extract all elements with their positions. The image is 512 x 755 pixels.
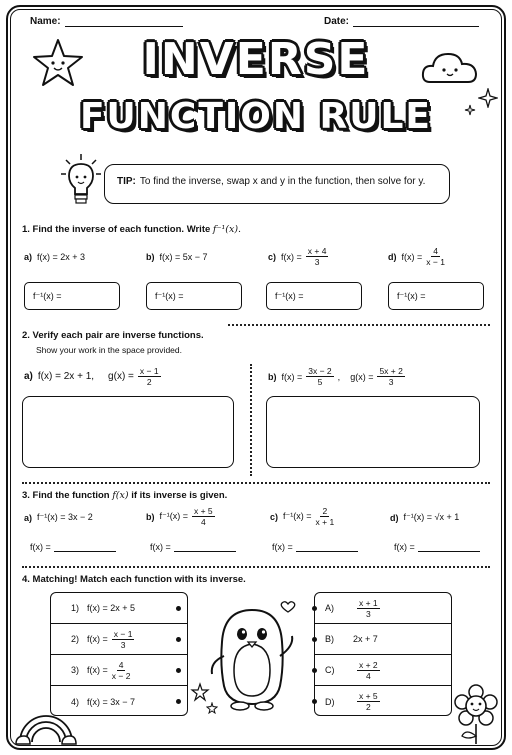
match-left-3-num: 3): [70, 665, 79, 675]
s2-work-area-b[interactable]: [266, 396, 480, 468]
s3-answer-line-d[interactable]: [418, 542, 480, 552]
tip-text: To find the inverse, swap x and y in the function, then solve for y.: [139, 176, 426, 187]
match-right-d[interactable]: [315, 686, 451, 717]
section2-subheading: Show your work in the space provided.: [36, 345, 182, 355]
match-left-3-fraction: [112, 660, 131, 681]
s2-item-b-fnum: 3x − 2: [308, 366, 332, 376]
match-left-2-fraction: [112, 629, 135, 650]
s1-item-b-expr: f(x) = 5x − 7: [159, 252, 208, 262]
s3-item-c-den: x + 1: [315, 517, 335, 527]
section1-heading-math: f⁻¹(x).: [212, 224, 242, 235]
name-field[interactable]: [30, 16, 183, 27]
match-left-2-num: 2): [70, 634, 79, 644]
match-right-c-den: 4: [365, 670, 371, 681]
match-right-b[interactable]: [315, 624, 451, 655]
section2-heading: 2. Verify each pair are inverse functions.: [22, 330, 204, 341]
s2-item-a-num: x − 1: [139, 366, 159, 376]
s1-answer-box-b[interactable]: [146, 282, 242, 310]
s1-item-d: [388, 246, 449, 267]
s3-item-b-num: x + 5: [194, 506, 213, 516]
s1-item-d-den: x − 1: [426, 257, 445, 267]
s3-item-a-label: a): [24, 512, 33, 523]
s1-item-a-expr: f(x) = 2x + 3: [37, 252, 86, 262]
s3-item-b-den: 4: [200, 517, 206, 527]
section3-heading-math: f(x): [112, 490, 129, 501]
s3-item-a: [24, 512, 93, 523]
s1-item-c-expr: f(x) =: [281, 251, 302, 262]
match-right-c-letter: C): [325, 665, 335, 675]
date-label: Date:: [324, 16, 350, 27]
match-right-d-letter: D): [325, 696, 335, 707]
s1-item-d-num: 4: [433, 246, 438, 256]
s2-item-a: [24, 366, 165, 387]
match-dot-a[interactable]: [312, 606, 317, 611]
s3-answer-line-a[interactable]: [54, 542, 116, 552]
section4-heading: 4. Matching! Match each function with its inverse.: [22, 574, 246, 585]
match-right-d-fraction: [357, 691, 380, 712]
matching-right-box: [314, 592, 452, 716]
section3-heading: [22, 490, 227, 501]
section1-heading: [22, 224, 241, 235]
s1-answer-label-b: f⁻¹(x) =: [155, 290, 184, 301]
rainbow-icon: [14, 704, 78, 746]
divider-3: [22, 566, 490, 568]
s3-answer-d[interactable]: [394, 542, 480, 552]
s1-item-c: [268, 246, 332, 267]
s2-item-b-g: g(x) =: [350, 371, 374, 382]
s2-item-b: [268, 366, 409, 387]
s3-item-d-label: d): [390, 512, 399, 523]
match-right-a-letter: A): [325, 603, 334, 613]
flower-icon: [452, 684, 500, 746]
s2-item-a-f: f(x) = 2x + 1,: [37, 371, 95, 382]
s3-answer-label-b: f(x) =: [150, 542, 171, 552]
match-right-d-den: 2: [365, 702, 371, 712]
s2-item-a-label: a): [24, 371, 33, 382]
penguin-icon: [202, 596, 302, 714]
match-right-a-fraction: [357, 598, 380, 619]
s1-answer-box-a[interactable]: [24, 282, 120, 310]
s2-work-area-a[interactable]: [22, 396, 234, 468]
match-right-c-fraction: [357, 660, 380, 681]
match-dot-c[interactable]: [312, 668, 317, 673]
name-line[interactable]: [65, 17, 183, 27]
s3-item-b-expr: f⁻¹(x) =: [159, 511, 188, 521]
s3-item-b-label: b): [146, 511, 155, 522]
match-left-1[interactable]: [51, 593, 187, 624]
match-left-4-num: 4): [70, 696, 79, 707]
s2-item-b-label: b): [268, 371, 277, 382]
tiny-star-icon: [206, 702, 218, 714]
s1-item-d-expr: f(x) =: [401, 251, 423, 262]
divider-1: [228, 324, 490, 326]
s3-answer-label-c: f(x) =: [272, 542, 293, 552]
match-left-4-expr: f(x) = 3x − 7: [87, 696, 136, 707]
match-dot-d[interactable]: [312, 699, 317, 704]
s1-answer-box-d[interactable]: [388, 282, 484, 310]
s1-answer-box-c[interactable]: [266, 282, 362, 310]
s1-item-c-fraction: [306, 246, 329, 267]
s2-item-b-g-fraction: [377, 366, 404, 387]
match-left-2[interactable]: [51, 624, 187, 655]
s1-answer-label-c: f⁻¹(x) =: [275, 290, 304, 301]
s3-item-c-num: 2: [322, 506, 328, 516]
s1-item-d-fraction: [426, 246, 445, 267]
s1-item-b: [146, 252, 208, 262]
match-left-2-num-top: x − 1: [113, 628, 133, 639]
s1-item-c-den: 3: [314, 257, 320, 267]
match-left-1-num: 1): [70, 603, 79, 613]
matching-left-box: [50, 592, 188, 716]
s1-answer-label-d: f⁻¹(x) =: [397, 290, 426, 301]
s3-answer-label-d: f(x) =: [394, 542, 415, 552]
s3-answer-line-c[interactable]: [296, 542, 358, 552]
s3-item-d-expr: f⁻¹(x) = √x + 1: [403, 512, 460, 522]
match-left-1-expr: f(x) = 2x + 5: [87, 603, 136, 613]
s2-item-b-fden: 5: [317, 377, 323, 387]
match-left-3-expr: f(x) =: [87, 665, 108, 675]
s3-item-c-expr: f⁻¹(x) =: [283, 511, 312, 521]
date-line[interactable]: [353, 17, 479, 27]
s2-item-a-fraction: [138, 366, 161, 387]
s1-item-c-num: x + 4: [307, 246, 327, 256]
s3-item-b: [146, 506, 219, 527]
match-left-3-den: x − 2: [111, 670, 131, 681]
lightbulb-icon: [60, 152, 102, 208]
s3-item-c-label: c): [270, 511, 279, 522]
match-right-a-den: 3: [365, 608, 371, 619]
s1-answer-label-a: f⁻¹(x) =: [33, 290, 62, 301]
divider-2: [22, 482, 490, 484]
s1-item-d-label: d): [388, 251, 397, 262]
title-line-1: INVERSE: [142, 34, 370, 85]
s3-item-b-fraction: [192, 506, 215, 527]
tip-box: [104, 164, 450, 204]
match-right-a-num: x + 1: [359, 597, 378, 608]
tip-label: TIP:: [117, 176, 136, 187]
match-right-b-expr: 2x + 7: [353, 634, 378, 644]
s2-item-b-f: f(x) =: [281, 371, 303, 382]
title-line-2: FUNCTION RULE: [79, 96, 433, 137]
match-dot-1[interactable]: [176, 606, 181, 611]
match-right-d-num: x + 5: [359, 691, 378, 701]
match-dot-3[interactable]: [176, 668, 181, 673]
s3-answer-line-b[interactable]: [174, 542, 236, 552]
match-dot-4[interactable]: [176, 699, 181, 704]
s3-answer-a[interactable]: [30, 542, 116, 552]
s2-item-b-gden: 3: [388, 377, 394, 387]
s3-answer-b[interactable]: [150, 542, 236, 552]
match-left-2-den: 3: [120, 639, 126, 650]
section3-heading-text: 3. Find the function: [22, 490, 110, 501]
s2-item-a-g: g(x) =: [108, 371, 134, 382]
match-dot-2[interactable]: [176, 637, 181, 642]
small-star-icon: [190, 682, 210, 702]
s3-answer-c[interactable]: [272, 542, 358, 552]
s1-item-a: [24, 252, 85, 262]
s3-answer-label-a: f(x) =: [30, 542, 51, 552]
s1-item-b-label: b): [146, 252, 155, 262]
match-right-c[interactable]: [315, 655, 451, 686]
s1-item-a-label: a): [24, 252, 33, 262]
date-field[interactable]: [324, 16, 479, 27]
match-dot-b[interactable]: [312, 637, 317, 642]
section1-heading-text: 1. Find the inverse of each function. Write: [22, 224, 211, 235]
match-left-2-expr: f(x) =: [87, 634, 108, 644]
match-right-a[interactable]: [315, 593, 451, 624]
s2-item-a-den: 2: [146, 377, 152, 387]
s3-item-c: [270, 506, 338, 527]
section3-heading-end: if its inverse is given.: [131, 490, 228, 501]
s1-item-c-label: c): [268, 251, 277, 262]
match-left-3-num-top: 4: [118, 659, 124, 670]
s2-item-b-gnum: 5x + 2: [379, 366, 403, 376]
s2-item-b-f-fraction: [306, 366, 333, 387]
match-left-3[interactable]: [51, 655, 187, 686]
s3-item-c-fraction: [316, 506, 335, 527]
section2-divider: [250, 364, 252, 476]
s3-item-a-expr: f⁻¹(x) = 3x − 2: [37, 512, 93, 522]
name-label: Name:: [30, 16, 61, 27]
match-right-b-letter: B): [325, 634, 334, 644]
s2-item-b-comma: ,: [337, 371, 341, 382]
match-right-c-num: x + 2: [359, 659, 378, 670]
s3-item-d: [390, 512, 459, 523]
